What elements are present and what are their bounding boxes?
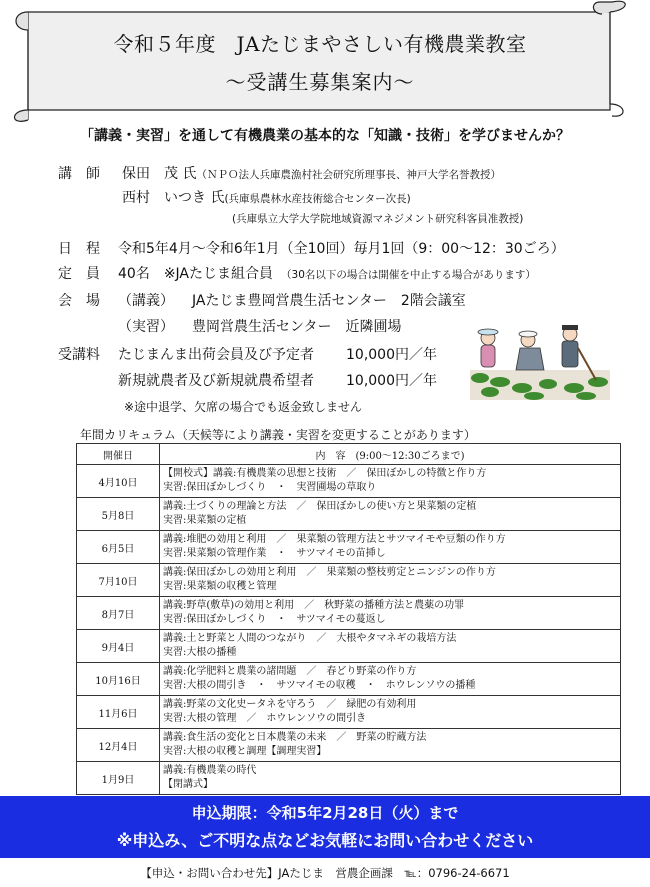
venue-practice-tag: （実習）: [118, 319, 174, 335]
instructors-label: 講 師: [58, 166, 100, 182]
table-row: [77, 630, 621, 663]
session-content: [160, 531, 621, 564]
session-date: 12月4日: [77, 729, 160, 762]
lead-text: 「講義・実習」を通して有機農業の基本的な「知識・技術」を学びませんか？: [80, 128, 570, 144]
session-line-2: 実習:大根の播種: [163, 647, 237, 658]
session-line-2: 実習:大根の間引き ・ サツマイモの収穫 ・ ホウレンソウの播種: [163, 680, 476, 691]
session-line-2: 実習:大根の収穫と調理【調理実習】: [163, 746, 327, 757]
session-line-2: 実習:保田ぼかしづくり ・ 実習圃場の草取り: [163, 482, 377, 493]
session-date: 8月7日: [77, 597, 160, 630]
table-row: [77, 465, 621, 498]
capacity-label: 定 員: [58, 266, 100, 282]
page-subtitle: 〜受講生募集案内〜: [225, 70, 415, 94]
fee-who-1: たじまんま出荷会員及び予定者: [118, 347, 314, 363]
table-row: [77, 663, 621, 696]
session-date: 1月9日: [77, 762, 160, 795]
fee-who-2: 新規就農者及び新規就農希望者: [118, 373, 314, 389]
session-date: 9月4日: [77, 630, 160, 663]
venue-label: 会 場: [58, 293, 100, 309]
session-line-1: 講義:土と野菜と人間のつながり ／ 大根やタマネギの栽培方法: [163, 633, 457, 644]
capacity-note: （30名以下の場合は開催を中止する場合があります）: [281, 269, 536, 281]
curriculum-caption: 年間カリキュラム（天候等により講義・実習を変更することがあります）: [80, 428, 476, 442]
session-line-2: 実習:果菜類の定植: [163, 515, 247, 526]
session-content: [160, 663, 621, 696]
instructor-row-1: [122, 163, 501, 183]
session-date: 5月8日: [77, 498, 160, 531]
session-line-2: 【閉講式】: [163, 779, 213, 790]
session-date: 11月6日: [77, 696, 160, 729]
column-header-date: 開催日: [77, 444, 160, 465]
column-header-content: 内 容 (9:00〜12:30ごろまで): [160, 444, 621, 465]
table-row: [77, 531, 621, 564]
session-line-2: 実習:保田ぼかしづくり ・ サツマイモの蔓返し: [163, 614, 386, 625]
fee-note: ※途中退学、欠席の場合でも返金致しません: [124, 400, 363, 414]
session-date: 4月10日: [77, 465, 160, 498]
fee-price-1: 10,000円／年: [346, 347, 437, 363]
session-line-2: 実習:果菜類の管理作業 ・ サツマイモの苗挿し: [163, 548, 386, 559]
session-content: [160, 597, 621, 630]
instructor-note: (兵庫県農林水産技術総合センター次長): [224, 193, 411, 205]
table-row: [77, 564, 621, 597]
table-header-row: [77, 444, 621, 465]
fee-label: 受講料: [58, 347, 100, 363]
table-row: [77, 498, 621, 531]
session-date: 6月5日: [77, 531, 160, 564]
session-content: [160, 729, 621, 762]
session-line-1: 講義:堆肥の効用と利用 ／ 果菜類の管理方法とサツマイモや豆類の作り方: [163, 534, 506, 545]
session-content: [160, 465, 621, 498]
table-row: [77, 762, 621, 795]
deadline-banner: [0, 796, 650, 858]
session-content: [160, 696, 621, 729]
contact-info: 【申込・お問い合わせ先】JAたじま 営農企画課 ℡：0796-24-6671: [140, 866, 510, 880]
schedule-value: 令和5年4月〜令和6年1月（全10回）毎月1回（9：00〜12：30ごろ）: [118, 241, 565, 257]
instructor-row-2: [122, 187, 411, 207]
instructor-extra-note: (兵庫県立大学大学院地域資源マネジメント研究科客員准教授): [232, 213, 524, 225]
session-line-1: 講義:保田ぼかしの効用と利用 ／ 果菜類の整枝剪定とニンジンの作り方: [163, 567, 496, 578]
instructor-name: 保田 茂 氏: [122, 166, 197, 182]
session-date: 7月10日: [77, 564, 160, 597]
session-line-1: 講義:野菜の文化史ータネを守ろう ／ 緑肥の有効利用: [163, 699, 417, 710]
fee-price-2: 10,000円／年: [346, 373, 437, 389]
capacity-value: [118, 263, 536, 283]
session-line-1: 講義:有機農業の時代: [163, 765, 257, 776]
deadline-text: 申込期限：令和5年2月28日（火）まで: [191, 804, 459, 822]
session-line-1: 講義:食生活の変化と日本農業の未来 ／ 野菜の貯蔵方法: [163, 732, 427, 743]
scroll-graphic: [0, 0, 650, 122]
table-row: [77, 696, 621, 729]
venue-lecture: JAたじま豊岡営農生活センター 2階会議室: [192, 293, 466, 309]
session-line-1: 講義:化学肥料と農業の諸問題 ／ 春どり野菜の作り方: [163, 666, 417, 677]
session-line-2: 実習:大根の管理 ／ ホウレンソウの間引き: [163, 713, 367, 724]
table-row: [77, 597, 621, 630]
inquiry-text: ※申込み、ご不明な点などお気軽にお問い合わせください: [116, 831, 534, 850]
table-row: [77, 729, 621, 762]
page-title: 令和５年度 JAたじまやさしい有機農業教室: [113, 32, 527, 56]
venue-practice: 豊岡営農生活センター 近隣圃場: [192, 319, 402, 335]
session-line-1: 講義:土づくりの理論と方法 ／ 保田ぼかしの使い方と果菜類の定植: [163, 501, 477, 512]
farmers-illustration: [470, 318, 610, 400]
instructor-name: 西村 いつき 氏: [122, 190, 225, 206]
session-content: [160, 498, 621, 531]
session-line-1: 【開校式】講義:有機農業の思想と技術 ／ 保田ぼかしの特徴と作り方: [163, 468, 487, 479]
session-content: [160, 762, 621, 795]
session-content: [160, 564, 621, 597]
title-scroll-banner: [0, 0, 650, 120]
curriculum-table: [76, 443, 621, 795]
session-date: 10月16日: [77, 663, 160, 696]
session-content: [160, 630, 621, 663]
schedule-label: 日 程: [58, 241, 100, 257]
instructor-note: （ＮＰＯ法人兵庫農漁村社会研究所理事長、神戸大学名誉教授）: [196, 169, 501, 181]
capacity-text: 40名 ※JAたじま組合員: [118, 266, 274, 282]
session-line-1: 講義:野草(敷草)の効用と利用 ／ 秋野菜の播種方法と農薬の功罪: [163, 600, 465, 611]
session-line-2: 実習:果菜類の収穫と管理: [163, 581, 277, 592]
venue-lecture-tag: （講義）: [118, 293, 174, 309]
